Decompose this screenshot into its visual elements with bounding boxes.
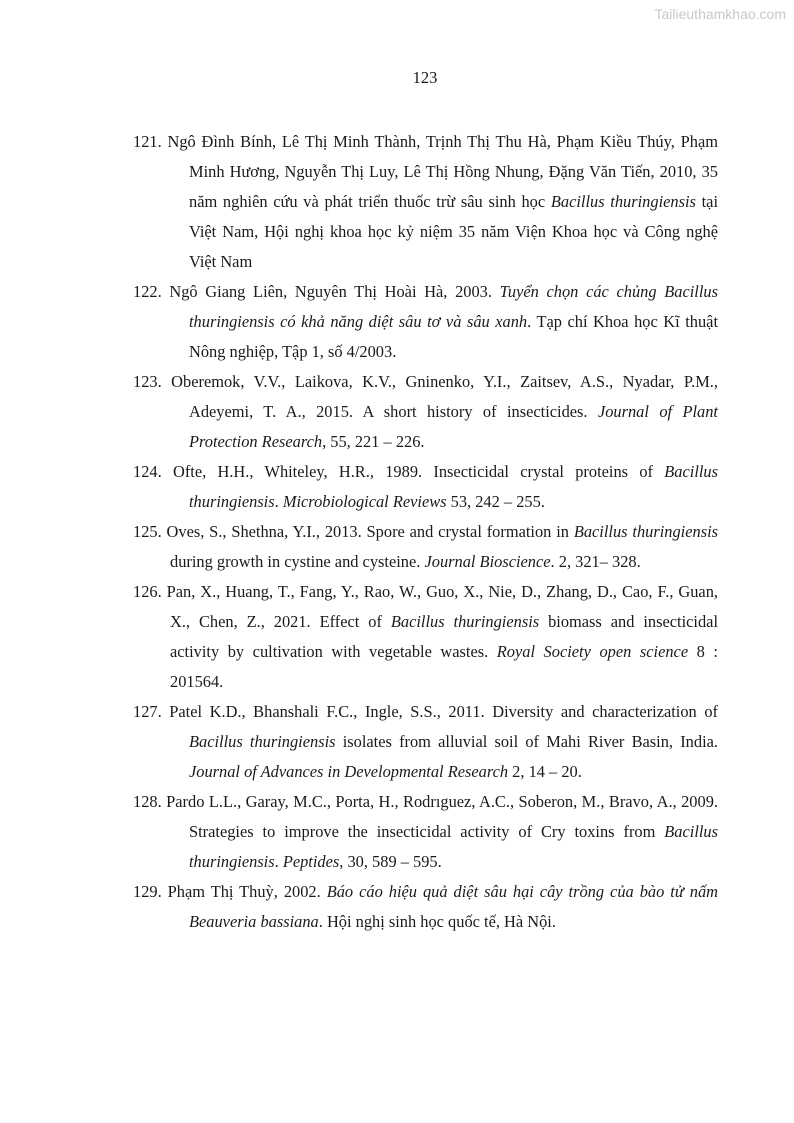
reference-text: . Tạp chí Khoa học Kĩ thuật Nông nghiệp, Tập 1, số 4/2003.	[189, 312, 718, 361]
reference-italic-text: Peptides	[282, 852, 340, 871]
reference-text: Pardo L.L., Garay, M.C., Porta, H., Rodrıguez, A.C., Soberon, M., Bravo, A., 2009. Strategies to improve the insecticidal activity of Cry toxins from	[161, 792, 718, 841]
reference-number: 125.	[133, 522, 162, 541]
reference-italic-text: Bacillus thuringiensis	[573, 522, 719, 541]
reference-item-121	[133, 127, 718, 277]
reference-text: 8 : 201564.	[170, 642, 718, 691]
reference-text: Ofte, H.H., Whiteley, H.R., 1989. Insecticidal crystal proteins of	[161, 462, 665, 481]
watermark-text: Tailieuthamkhao.com	[654, 6, 786, 22]
reference-item-124	[133, 457, 718, 517]
reference-italic-text: Journal of Plant Protection Research	[189, 402, 718, 451]
reference-list	[133, 127, 718, 937]
reference-text: .	[274, 852, 283, 871]
reference-italic-text: Journal Bioscience	[424, 552, 551, 571]
page-number: 123	[412, 68, 438, 87]
reference-number: 127.	[133, 702, 162, 721]
reference-item-122	[133, 277, 718, 367]
reference-italic-text: Bacillus thuringiensis	[550, 192, 696, 211]
reference-number: 121.	[133, 132, 162, 151]
reference-text: Oves, S., Shethna, Y.I., 2013. Spore and crystal formation in	[161, 522, 574, 541]
reference-item-123	[133, 367, 718, 457]
reference-text: during growth in cystine and cysteine.	[170, 552, 425, 571]
reference-item-127	[133, 697, 718, 787]
reference-text: 53, 242 – 255.	[446, 492, 545, 511]
reference-italic-text: Tuyển chọn các chủng Bacillus thuringiensis có khả năng diệt sâu tơ và sâu xanh	[189, 282, 718, 331]
reference-text: Oberemok, V.V., Laikova, K.V., Gninenko, Y.I., Zaitsev, A.S., Nyadar, P.M., Adeyemi, T. A., 2015. A short history of insecticides.	[161, 372, 718, 421]
reference-italic-text: Microbiological Reviews	[282, 492, 447, 511]
reference-item-125	[133, 517, 718, 577]
reference-text: biomass and insecticidal activity by cultivation with vegetable wastes.	[170, 612, 718, 661]
reference-italic-text: Bacillus thuringiensis	[189, 822, 718, 871]
reference-text: Pan, X., Huang, T., Fang, Y., Rao, W., Guo, X., Nie, D., Zhang, D., Cao, F., Guan, X., Chen, Z., 2021. Effect of	[161, 582, 718, 631]
reference-item-129	[133, 877, 718, 937]
reference-text: .	[274, 492, 283, 511]
reference-text: Ngô Giang Liên, Nguyên Thị Hoài Hà, 2003.	[161, 282, 500, 301]
reference-text: Phạm Thị Thuỳ, 2002.	[161, 882, 327, 901]
reference-italic-text: Royal Society open science	[496, 642, 689, 661]
reference-number: 124.	[133, 462, 162, 481]
reference-italic-text: Báo cáo hiệu quả diệt sâu hại cây trồng của bào tử nấm Beauveria bassiana	[189, 882, 718, 931]
reference-number: 123.	[133, 372, 162, 391]
reference-text: , 30, 589 – 595.	[339, 852, 442, 871]
reference-number: 122.	[133, 282, 162, 301]
reference-text: 2, 14 – 20.	[508, 762, 582, 781]
reference-text: . 2, 321– 328.	[550, 552, 641, 571]
reference-text: , 55, 221 – 226.	[322, 432, 425, 451]
reference-number: 126.	[133, 582, 162, 601]
reference-italic-text: Journal of Advances in Developmental Research	[189, 762, 509, 781]
reference-number: 129.	[133, 882, 162, 901]
reference-item-126	[133, 577, 718, 697]
reference-item-128	[133, 787, 718, 877]
reference-italic-text: Bacillus thuringiensis	[189, 732, 336, 751]
reference-italic-text: Bacillus thuringiensis	[189, 462, 718, 511]
reference-text: Ngô Đình Bính, Lê Thị Minh Thành, Trịnh Thị Thu Hà, Phạm Kiều Thúy, Phạm Minh Hương, Nguyễn Thị Luy, Lê Thị Hồng Nhung, Đặng Văn Tiến, 2010, 35 năm nghiên cứu và phát triển thuốc trừ sâu sinh học	[161, 132, 718, 211]
reference-text: tại Việt Nam, Hội nghị khoa học kỷ niệm 35 năm Viện Khoa học và Công nghệ Việt Nam	[189, 192, 718, 271]
reference-text: . Hội nghị sinh học quốc tế, Hà Nội.	[318, 912, 556, 931]
reference-number: 128.	[133, 792, 162, 811]
reference-italic-text: Bacillus thuringiensis	[390, 612, 540, 631]
reference-text: isolates from alluvial soil of Mahi River Basin, India.	[335, 732, 718, 751]
reference-text: Patel K.D., Bhanshali F.C., Ingle, S.S., 2011. Diversity and characterization of	[161, 702, 718, 721]
